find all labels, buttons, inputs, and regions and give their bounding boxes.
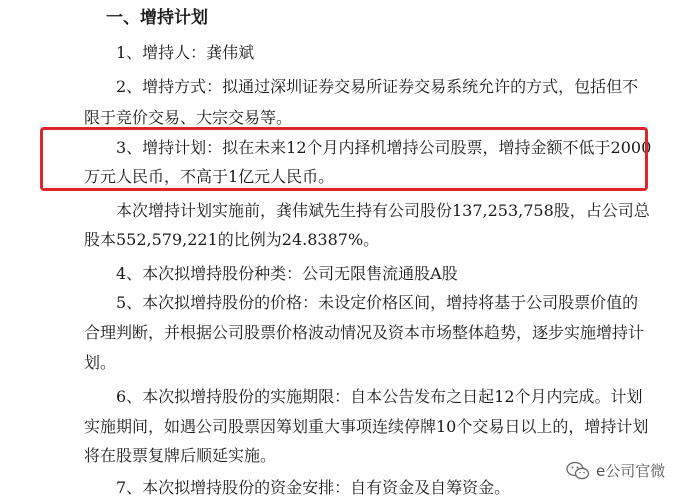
- line-funding: 7、本次拟增持股份的资金安排：自有资金及自筹资金。: [116, 478, 511, 497]
- line-period: 6、本次拟增持股份的实施期限：自本公告发布之日起12个月内完成。计划: [116, 387, 643, 406]
- line-holding-before-cont: 股本552,579,221的比例为24.8387%。: [84, 230, 380, 249]
- line-increase-holder: 1、增持人：龚伟斌: [116, 43, 255, 62]
- line-holding-before: 本次增持计划实施前，龚伟斌先生持有公司股份137,253,758股，占公司总: [116, 201, 650, 220]
- line-share-price: 5、本次拟增持股份的价格：未设定价格区间，增持将基于公司股票价值的: [116, 293, 639, 312]
- line-share-type: 4、本次拟增持股份种类：公司无限售流通股A股: [116, 264, 458, 283]
- line-increase-plan-cont: 万元人民币，不高于1亿元人民币。: [84, 167, 335, 186]
- watermark-text: e公司官微: [596, 462, 666, 480]
- line-period-cont: 实施期间，如遇公司股票因筹划重大事项连续停牌10个交易日以上的，增持计划: [84, 417, 649, 436]
- line-increase-method: 2、增持方式：拟通过深圳证券交易所证券交易系统允许的方式，包括但不: [116, 77, 639, 96]
- line-increase-method-cont: 限于竞价交易、大宗交易等。: [84, 108, 293, 127]
- wechat-icon: [566, 461, 590, 481]
- line-share-price-cont2: 划。: [84, 353, 117, 372]
- line-increase-plan: 3、增持计划：拟在未来12个月内择机增持公司股票，增持金额不低于2000: [116, 138, 652, 157]
- line-share-price-cont: 合理判断，并根据公司股票价格波动情况及资本市场整体趋势，逐步实施增持计: [84, 323, 645, 342]
- line-period-cont2: 将在股票复牌后顺延实施。: [84, 446, 277, 465]
- watermark: [566, 460, 665, 481]
- highlight-box: [40, 127, 648, 191]
- section-title: 一、增持计划: [106, 8, 208, 28]
